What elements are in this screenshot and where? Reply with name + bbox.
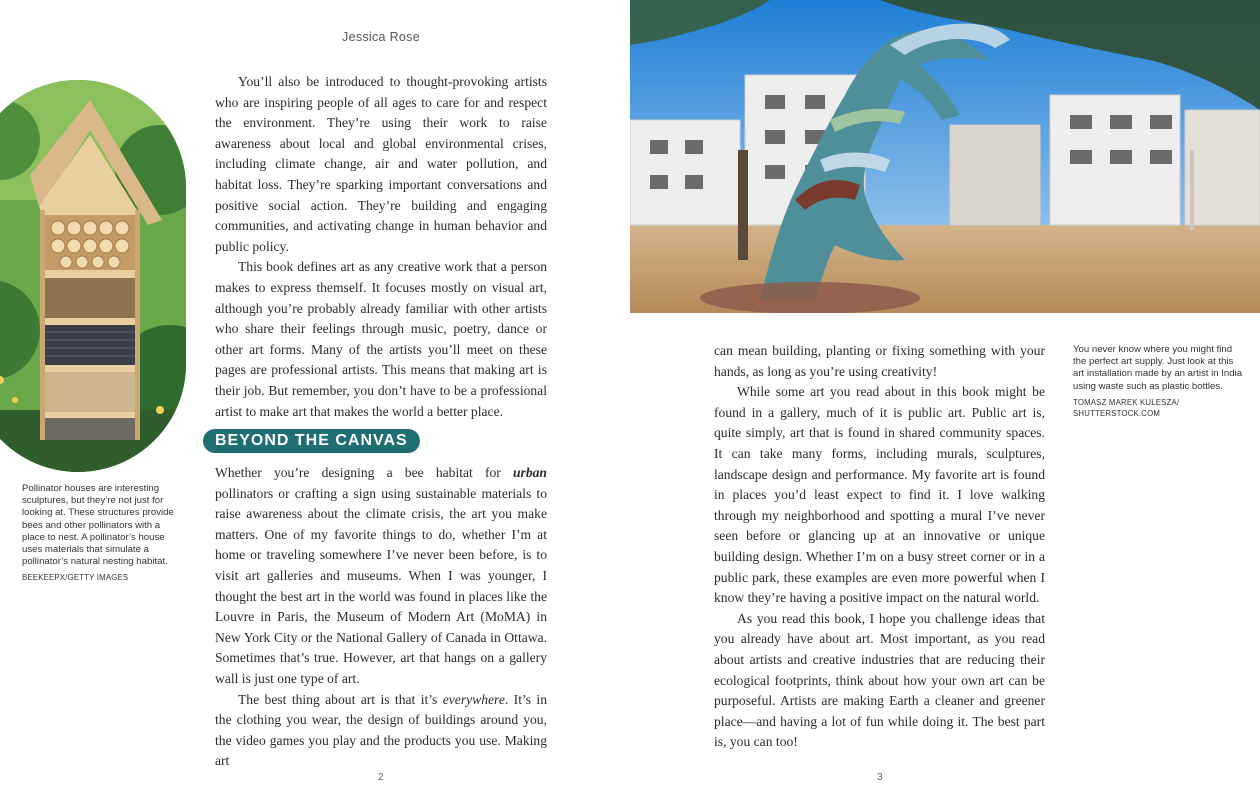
paragraph: While some art you read about in this book might be found in a gallery, much of it is public art. Public art is, quite simply, art that is found in shared community spaces. It can take many forms, including murals, sculptures, landscape design and performance. My favorite art is found in places you’d least expect to find it. I love walking through my neighborhood and spotting a mural I’ve never seen before or glancing up at an innovative or unique building design. Whether I’m on a busy street corner or in a public park, these examples are even more powerful when I know they’re having a positive impact on the natural world. (714, 384, 1045, 606)
emphasis-everywhere: everywhere (442, 691, 505, 707)
right-body-text (714, 341, 1045, 753)
paragraph: Whether you’re designing a bee habitat for urban pollinators or crafting a sign using sustainable materials to raise awareness about the climate crisis, the art you make matters. One of my favorite things to do, whether I’m at home or traveling somewhere I’ve never been before, is to visit art galleries and museums. When I was younger, I thought the best art in the world was found in places like the Louvre in Paris, the Museum of Modern Art (MoMA) in New York City or the National Gallery of Canada in Ottawa. Sometimes that’s true. However, art that hangs on a gallery wall is just one type of art. (215, 465, 547, 686)
right-photo-credit: TOMASZ MAREK KULESZA/ SHUTTERSTOCK.COM (1073, 397, 1180, 418)
left-photo-credit: BEEKEEPX/GETTY IMAGES (22, 573, 129, 583)
left-section-text (215, 463, 547, 772)
section-heading: BEYOND THE CANVAS (203, 429, 420, 453)
right-caption-block (1073, 344, 1243, 419)
left-caption-block (22, 483, 182, 583)
pollinator-house-illustration (0, 80, 186, 472)
paragraph: can mean building, planting or fixing something with your hands, as long as you’re using creativity! (714, 343, 1045, 379)
pollinator-house-photo (0, 80, 186, 472)
page-number-left: 2 (378, 772, 384, 783)
paragraph: As you read this book, I hope you challenge ideas that you already have about art. Most important, as you read about artists and creative industries that are reducing their ecological footprints, think about how your own art can be purposeful. Artists are making Earth a cleaner and greener place—and having a lot of fun while doing it. The best part is, you can too! (714, 610, 1045, 750)
bottle-sculpture-illustration (630, 0, 1260, 313)
left-photo-caption: Pollinator houses are interesting sculptures, but they’re not just for looking at. These structures provide bees and other pollinators with a place to nest. A pollinator’s house uses materials that simulate a pollinator’s natural nesting habitat. (22, 483, 174, 568)
page-number-right: 3 (877, 772, 883, 783)
left-intro-text (215, 72, 547, 422)
paragraph: This book defines art as any creative work that a person makes to express themself. It focuses mostly on visual art, although you’re probably already familiar with other artists who share their feelings through music, poetry, dance or other art forms. Many of the artists you’ll meet on these pages are professional artists. This means that making art is their job. But remember, you don’t have to be a professional artist to make art that makes the world a better place. (215, 259, 547, 419)
paragraph: You’ll also be introduced to thought-provoking artists who are inspiring people of all ages to care for and respect the environment. They’re using their work to raise awareness about local and global environmental crises, including climate change, air and water pollution, and habitat loss. They’re sparking important conversations and positive social action. They’re building and engaging communities, and activating change in human behavior and public policy. (215, 74, 547, 254)
emphasis-urban: urban (512, 465, 547, 480)
paragraph: The best thing about art is that it’s everywhere. It’s in the clothing you wear, the design of buildings around you, the video games you play and the products you use. Making art (215, 691, 547, 769)
bottle-sculpture-photo (630, 0, 1260, 313)
right-photo-caption: You never know where you might find the perfect art supply. Just look at this art installation made by an artist in India using waste such as plastic bottles. (1073, 344, 1243, 392)
running-header: Jessica Rose (342, 30, 420, 44)
